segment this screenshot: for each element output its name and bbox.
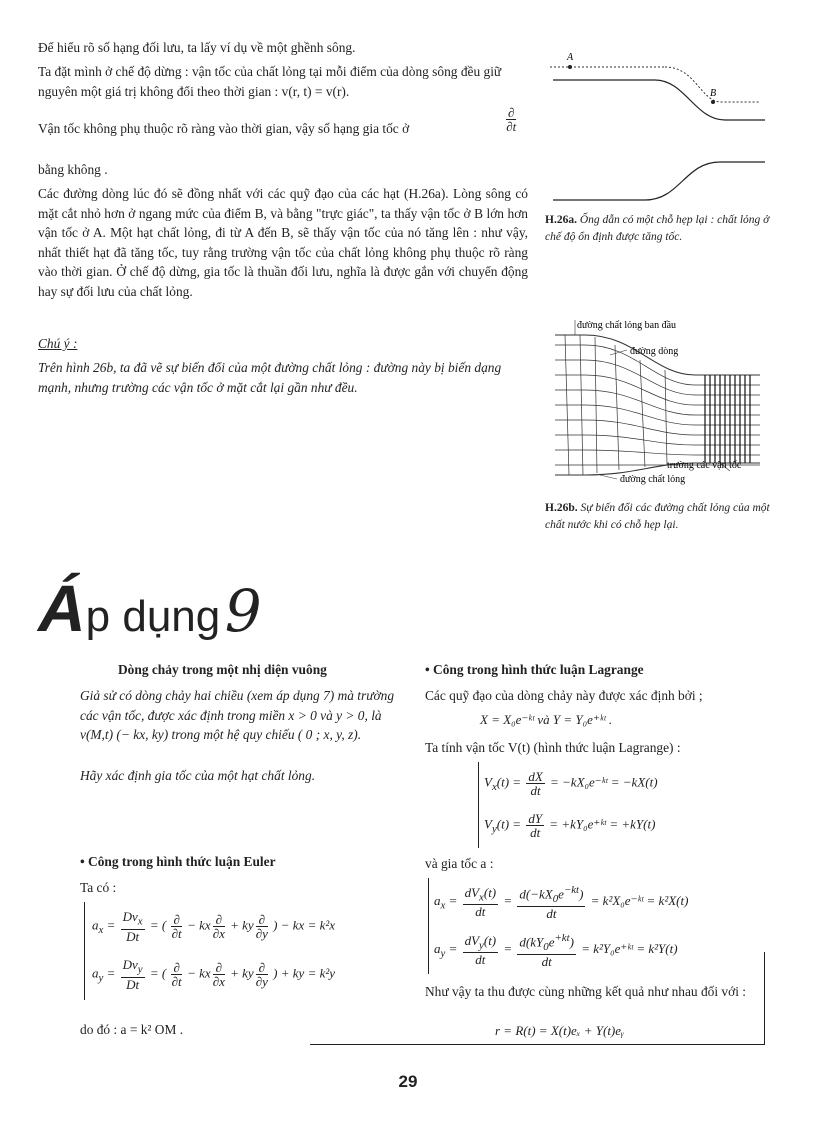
- right-frame-line: [764, 952, 765, 1044]
- velocity-paragraph: Vận tốc không phụ thuộc rõ ràng vào thời gian, vậy số hạng gia tốc ở: [38, 121, 410, 136]
- zero-paragraph: bằng không .: [38, 162, 108, 177]
- figure-26b: [545, 315, 775, 490]
- euler-brace: [84, 902, 85, 1000]
- lagrange-intro: Các quỹ đạo của dòng chảy này được xác định bởi ;: [425, 688, 703, 703]
- velocity-brace: [478, 762, 479, 848]
- note-paragraph: Trên hình 26b, ta đã vẽ sự biến đổi của một đường chất lỏng : đường này bị biến dạng mạnh, nhưng trường các vận tốc ở mặt cắt lại gần như đều.: [38, 360, 502, 395]
- label-a: A: [567, 52, 574, 63]
- caption-26a: H.26a. Ống dẫn có một chỗ hẹp lại : chất lỏng ở chế độ ổn định được tăng tốc.: [545, 214, 770, 243]
- euler-ax: $a_x$ = $\frac{Dv_x}{Dt}$ = ( $\frac{\partial}{\partial t}$ − kx $\frac{\partial}{\partial x}$ + ky $\frac{\partial}{\partial y}$ ) − kx = k²x: [92, 909, 336, 944]
- trajectory-eq: X = X₀e⁻ᵏᵗ và Y = Y₀e⁺ᵏᵗ .: [480, 712, 613, 727]
- velocity-vy: $V_y(t)$ = $\frac{dY}{dt}$ = +kY₀e⁺ᵏᵗ = +kY(t): [484, 811, 656, 840]
- acceleration-ay: $a_y$ = $\frac{dV_y(t)}{dt}$ = $\frac{d(kY_0e^{+kt})}{dt}$ = k²Y₀e⁺ᵏᵗ = k²Y(t): [434, 932, 678, 969]
- label-fluid-line: đường chất lỏng: [620, 474, 686, 485]
- velocity-intro: Ta tính vận tốc V(t) (hình thức luận Lagrange) :: [425, 740, 681, 755]
- euler-title: • Công trong hình thức luận Euler: [80, 854, 276, 869]
- label-b: B: [710, 88, 717, 99]
- problem-question: Hãy xác định gia tốc của một hạt chất lỏng.: [80, 768, 316, 783]
- euler-conclusion: do đó : a = k² OM .: [80, 1022, 184, 1037]
- steady-state-paragraph: Ta đặt mình ở chế độ dừng : vận tốc của chất lỏng tại mỗi điểm của dòng sông đều giữ nguyên một giá trị không đổi theo thời gian : v(r, t) = v(r).: [38, 64, 502, 99]
- velocity-vx: $V_x(t)$ = $\frac{dX}{dt}$ = −kX₀e⁻ᵏᵗ = −kX(t): [484, 769, 658, 798]
- label-initial-line: đường chất lỏng ban đầu: [577, 320, 677, 331]
- label-velocity-field: trường các vận tốc: [667, 460, 742, 471]
- bottom-rule: [310, 1044, 765, 1045]
- acceleration-ax: $a_x$ = $\frac{dV_x(t)}{dt}$ = $\frac{d(-kX_0e^{-kt})}{dt}$ = k²X₀e⁻ᵏᵗ = k²X(t): [434, 884, 689, 921]
- position-vector-eq: r = R(t) = X(t)eₓ + Y(t)eᵧ: [495, 1023, 625, 1038]
- page-number: 29: [398, 1072, 418, 1091]
- lagrange-conclusion: Như vậy ta thu được cùng những kết quả như nhau đối với :: [425, 984, 746, 999]
- intro-paragraph: Để hiểu rõ số hạng đối lưu, ta lấy ví dụ về một ghềnh sông.: [38, 40, 356, 55]
- label-streamline: đường dòng: [630, 346, 679, 357]
- left-title: Dòng chảy trong một nhị diện vuông: [118, 662, 327, 677]
- caption-26b: H.26b. Sự biến đổi các đường chất lỏng của một chất nước khi có chỗ hẹp lại.: [545, 502, 770, 531]
- streamline-paragraph: Các đường dòng lúc đó sẽ đồng nhất với các quỹ đạo của các hạt (H.26a). Lòng sông có mặt cắt nhỏ hơn ở ngang mức của điểm B, và bằng "trực giác", ta thấy vận tốc ở B lớn hơn vận tốc ở A. Một hạt chất lỏng, đi từ A đến B, sẽ thấy vận tốc của nó tăng lên : như vậy, nhất thiết hạt đã tăng tốc, tuy rằng trường vận tốc của chất lỏng không phụ thuộc rõ ràng vào thời gian. Ở chế độ dừng, gia tốc là thuần đối lưu, nghĩa là được gắn với chuyển động hay sự đối lưu của chất lỏng.: [38, 186, 528, 299]
- problem-statement: Giả sử có dòng chảy hai chiều (xem áp dụng 7) mà trường các vận tốc, được xác định trong miền x > 0 và y > 0, là v(M,t) (− kx, ky) trong một hệ quy chiếu ( 0 ; x, y, z).: [80, 688, 395, 743]
- euler-intro: Ta có :: [80, 880, 117, 895]
- acceleration-intro: và gia tốc a :: [425, 856, 494, 871]
- euler-ay: $a_y$ = $\frac{Dv_y}{Dt}$ = ( $\frac{\partial}{\partial t}$ − kx $\frac{\partial}{\partial x}$ + ky $\frac{\partial}{\partial y}$ ) + ky = k²y: [92, 957, 336, 992]
- acceleration-brace: [428, 878, 429, 974]
- partial-t-fraction: $\frac{\partial}{\partial t}$: [506, 105, 517, 134]
- section-heading: Áp dụng 9: [38, 571, 262, 645]
- lagrange-title: • Công trong hình thức luận Lagrange: [425, 662, 644, 677]
- note-title: Chú ý :: [38, 336, 78, 351]
- figure-26a: [545, 40, 775, 210]
